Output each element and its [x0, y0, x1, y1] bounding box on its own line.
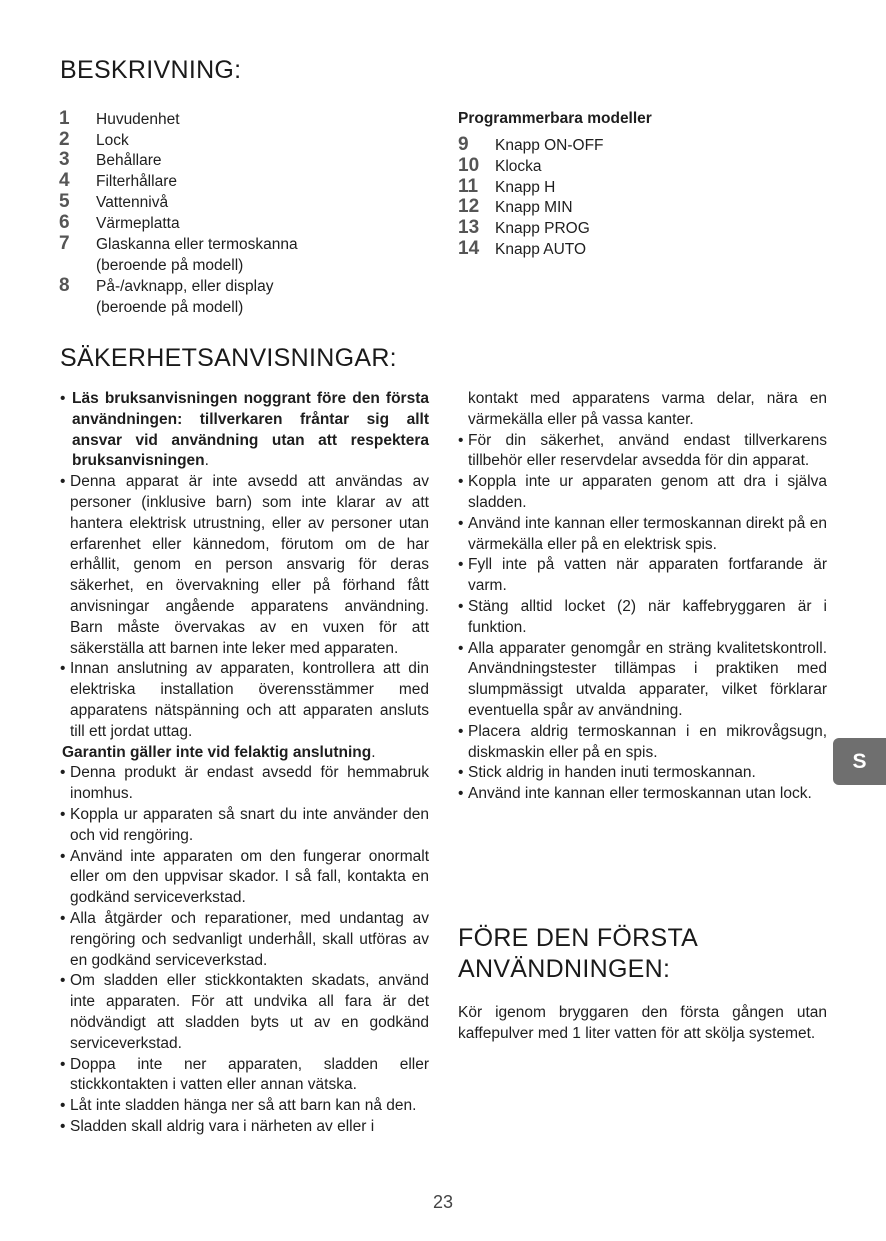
item-label: Huvudenhet: [96, 111, 180, 128]
item-number: 11: [458, 176, 479, 197]
bullet-icon: •: [60, 972, 66, 990]
list-item: [458, 156, 758, 177]
item-text: Fyll inte på vatten när apparaten fortfarande är varm.: [468, 556, 827, 595]
programmable-heading: Programmerbara modeller: [458, 110, 652, 127]
bullet-icon: •: [60, 473, 66, 491]
bullet-icon: •: [458, 597, 464, 615]
list-item: [60, 971, 429, 1054]
item-number: 14: [458, 238, 480, 259]
list-item: [458, 784, 827, 805]
list-item: [60, 847, 429, 909]
bullet-icon: •: [60, 805, 66, 823]
list-item: [59, 234, 359, 276]
safety-list-left: [60, 389, 429, 1138]
bullet-icon: •: [458, 473, 464, 491]
bullet-icon: •: [458, 722, 464, 740]
bullet-icon: •: [458, 785, 464, 803]
item-text: Stick aldrig in handen inuti termoskannan.: [468, 764, 756, 782]
item-text: Använd inte apparaten om den fungerar onormalt eller om den uppvisar skador. I så fall, kontakta en godkänd serviceverkstad.: [70, 847, 429, 907]
item-label: Klocka: [495, 158, 542, 175]
list-item: [59, 109, 359, 130]
bullet-icon: •: [458, 514, 464, 532]
item-label: Behållare: [96, 152, 162, 169]
list-item: [60, 909, 429, 971]
item-text: Använd inte kannan eller termoskannan utan lock.: [468, 785, 812, 803]
item-text: Denna apparat är inte avsedd att användas av personer (inklusive barn) som inte klarar av att hantera elektrisk utrustning, eller av personer utan erfarenhet eller kännedom, förutom om de har erhållit, genom en person ansvarig för deras säkerhet, en övervakning eller på förhand fått anvisningar angående apparatens användning. Barn måste övervakas av en vuxen för att säkerställa att barnen inte leker med apparaten.: [70, 473, 429, 657]
item-text: Använd inte kannan eller termoskannan direkt på en värmekälla eller på en elektrisk spis.: [468, 514, 827, 553]
list-item: [60, 1096, 429, 1117]
bullet-icon: •: [60, 847, 66, 865]
item-number: 12: [458, 196, 480, 217]
item-text: Koppla inte ur apparaten genom att dra i själva sladden.: [468, 473, 827, 511]
item-number: 8: [59, 275, 70, 296]
heading-line: ANVÄNDNINGEN:: [458, 955, 671, 983]
list-item: [458, 639, 827, 722]
list-item: [59, 171, 359, 192]
item-text: Doppa inte ner apparaten, sladden eller stickkontakten i vatten eller annan vätska.: [70, 1055, 429, 1094]
list-item: [458, 389, 827, 431]
list-item: [458, 135, 758, 156]
list-item: [458, 431, 827, 473]
list-item: [60, 1117, 429, 1138]
bullet-icon: •: [60, 660, 66, 678]
item-number: 1: [59, 108, 70, 129]
list-item: [458, 722, 827, 764]
warning-text: Garantin gäller inte vid felaktig anslutning: [62, 743, 372, 761]
item-label-note: (beroende på modell): [96, 299, 244, 316]
description-heading: BESKRIVNING:: [60, 56, 242, 84]
list-item: [458, 763, 827, 784]
list-item: [60, 1055, 429, 1097]
item-number: 7: [59, 233, 70, 254]
safety-heading: SÄKERHETSANVISNINGAR:: [60, 344, 397, 372]
list-item: [458, 597, 827, 639]
item-label: Knapp H: [495, 179, 556, 196]
list-item: [458, 218, 758, 239]
item-text: Stäng alltid locket (2) när kaffebryggaren är i funktion.: [468, 597, 827, 636]
list-item: [60, 805, 429, 847]
list-item: [60, 472, 429, 659]
bullet-icon: •: [60, 1097, 66, 1115]
item-label: Knapp PROG: [495, 220, 590, 237]
bullet-icon: •: [458, 639, 464, 657]
item-text: För din säkerhet, använd endast tillverkarens tillbehör eller reservdelar avsedda för din apparat.: [468, 431, 827, 470]
bullet-icon: •: [60, 764, 66, 782]
item-text: Sladden skall aldrig vara i närheten av eller i: [70, 1117, 375, 1135]
list-item: [60, 743, 429, 764]
item-label-note: (beroende på modell): [96, 257, 244, 274]
item-label: På-/avknapp, eller display: [96, 278, 274, 295]
item-text: Om sladden eller stickkontakten skadats, använd inte apparaten. För att undvika all fara är det nödvändigt att sladden byts ut av en godkänd serviceverkstad.: [70, 972, 429, 1052]
item-label: Knapp MIN: [495, 199, 573, 216]
bullet-icon: •: [60, 390, 66, 407]
punctuation: .: [204, 452, 209, 470]
item-label: Filterhållare: [96, 173, 177, 190]
list-item: [458, 239, 758, 260]
list-item: [458, 514, 827, 556]
bullet-icon: •: [458, 431, 464, 449]
list-item: [458, 472, 827, 514]
warning-text: Läs bruksanvisningen noggrant före den första användningen: tillverkaren fråntar sig allt ansvar vid användning utan att respektera bruksanvisningen: [72, 390, 429, 470]
item-text: Koppla ur apparaten så snart du inte använder den och vid rengöring.: [70, 805, 429, 844]
item-label: Knapp AUTO: [495, 241, 587, 258]
item-label: Knapp ON-OFF: [495, 137, 604, 154]
punctuation: .: [371, 743, 376, 761]
item-number: 6: [59, 212, 70, 233]
item-number: 9: [458, 134, 469, 155]
bullet-icon: •: [458, 764, 464, 782]
item-text: Placera aldrig termoskannan i en mikrovågsugn, diskmaskin eller på en spis.: [468, 722, 827, 761]
item-label: Värmeplatta: [96, 215, 180, 232]
list-item: [59, 130, 359, 150]
item-number: 3: [59, 149, 70, 170]
item-text: Alla apparater genomgår en sträng kvalitetskontroll. Användningstester tillämpas i praktiken med slumpmässigt utvalda apparater, vilket förklarar eventuella spår av användning.: [468, 639, 827, 719]
bullet-icon: •: [458, 556, 464, 574]
language-tab: S: [833, 738, 886, 785]
programmable-parts-list: [458, 135, 758, 260]
list-item: [458, 177, 758, 197]
first-use-heading: [458, 923, 698, 985]
item-text: kontakt med apparatens varma delar, nära en värmekälla eller på vassa kanter.: [468, 390, 827, 428]
safety-list-right: [458, 389, 827, 805]
item-number: 4: [59, 170, 70, 191]
item-text: Låt inte sladden hänga ner så att barn kan nå den.: [70, 1097, 417, 1115]
first-use-text: Kör igenom bryggaren den första gången utan kaffepulver med 1 liter vatten för att skölja systemet.: [458, 1004, 827, 1042]
list-item: [59, 150, 359, 171]
item-number: 10: [458, 155, 480, 176]
list-item: [60, 763, 429, 805]
bullet-icon: •: [60, 1055, 66, 1073]
item-number: 2: [59, 129, 70, 150]
list-item: [59, 276, 359, 318]
item-text: Denna produkt är endast avsedd för hemmabruk inomhus.: [70, 764, 429, 803]
item-text: Innan anslutning av apparaten, kontrollera att din elektriska installation överensstämmer med apparatens nätspänning och att apparaten ansluts till ett jordat uttag.: [70, 660, 429, 740]
list-item: [458, 197, 758, 218]
item-number: 13: [458, 217, 480, 238]
item-label: Vattennivå: [96, 194, 169, 211]
item-label: Glaskanna eller termoskanna: [96, 236, 298, 253]
bullet-icon: •: [60, 909, 66, 927]
list-item: [60, 389, 429, 472]
list-item: [59, 192, 359, 213]
list-item: [60, 659, 429, 742]
heading-line: FÖRE DEN FÖRSTA: [458, 924, 699, 952]
page-number: 23: [432, 1192, 454, 1212]
item-label: Lock: [96, 132, 129, 149]
list-item: [458, 555, 827, 597]
parts-list: [59, 109, 359, 318]
bullet-icon: •: [60, 1117, 66, 1135]
list-item: [59, 213, 359, 234]
item-number: 5: [59, 191, 70, 212]
item-text: Alla åtgärder och reparationer, med undantag av rengöring och sedvanligt underhåll, skall utföras av en godkänd serviceverkstad.: [70, 909, 429, 969]
